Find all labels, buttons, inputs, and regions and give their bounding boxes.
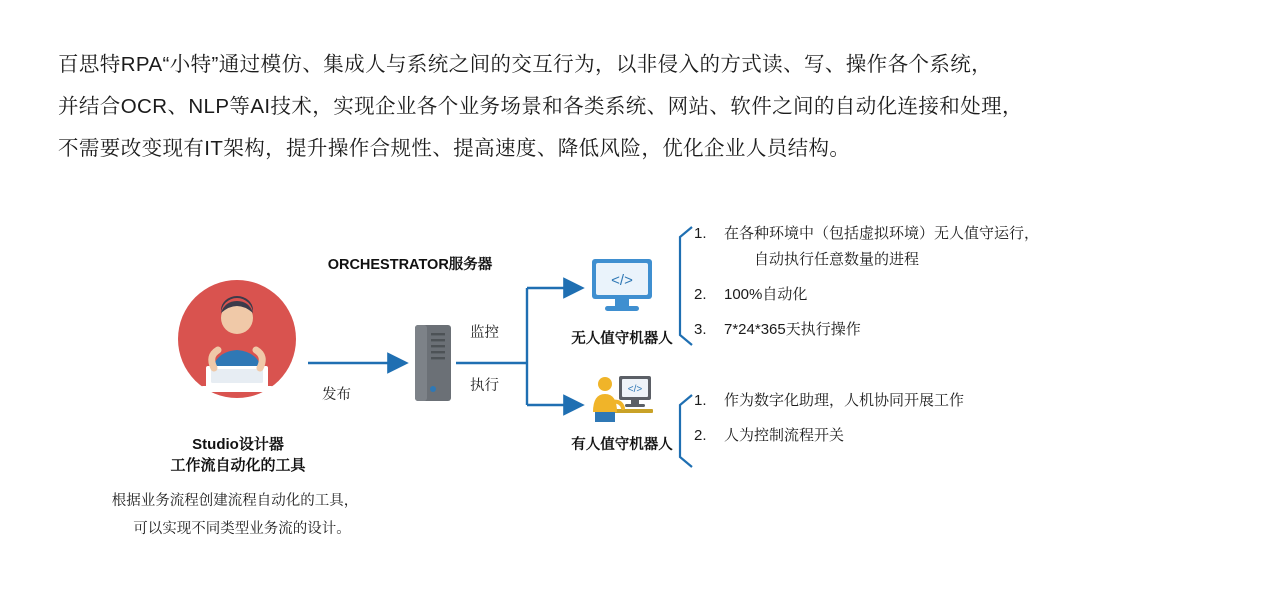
person-at-computer-icon bbox=[589, 372, 655, 424]
intro-paragraph bbox=[58, 50, 1168, 176]
list-item bbox=[694, 317, 1039, 343]
intro-line-2: 并结合OCR、NLP等AI技术，实现企业各个业务场景和各类系统、网站、软件之间的自动化连接和处理， bbox=[58, 95, 1023, 118]
studio-subtitle: 工作流自动化的工具 bbox=[170, 457, 306, 474]
attended-robot-title: 有人值守机器人 bbox=[571, 437, 673, 453]
list-item bbox=[694, 221, 1039, 273]
edge-label-monitor: 监控 bbox=[470, 325, 499, 341]
unattended-bullet-list bbox=[694, 221, 1039, 352]
bullet-number: 3. bbox=[694, 321, 707, 338]
svg-text:</>: </> bbox=[611, 272, 633, 289]
bullet-text: 7*24*365天执行操作 bbox=[724, 321, 861, 338]
studio-description-line-2: 可以实现不同类型业务流的设计。 bbox=[133, 521, 351, 537]
bullet-number: 1. bbox=[694, 392, 707, 409]
orchestrator-title: ORCHESTRATOR服务器 bbox=[327, 257, 493, 273]
bullet-number: 2. bbox=[694, 427, 707, 444]
bullet-number: 1. bbox=[694, 225, 707, 242]
list-item bbox=[694, 282, 1039, 308]
server-rack-icon bbox=[413, 323, 453, 403]
svg-text:</>: </> bbox=[627, 384, 643, 395]
monitor-code-icon bbox=[589, 257, 655, 315]
edge-label-publish: 发布 bbox=[322, 387, 351, 403]
bullet-number: 2. bbox=[694, 286, 707, 303]
studio-title: Studio设计器 bbox=[192, 436, 284, 453]
studio-description bbox=[60, 487, 410, 543]
bullet-text: 100%自动化 bbox=[724, 286, 808, 303]
list-item bbox=[694, 388, 964, 414]
rpa-architecture-diagram bbox=[0, 205, 1280, 575]
bullet-text-line-2: 自动执行任意数量的进程 bbox=[754, 251, 920, 268]
studio-description-line-1: 根据业务流程创建流程自动化的工具， bbox=[111, 493, 359, 509]
person-laptop-avatar-icon bbox=[178, 280, 296, 398]
intro-line-1: 百思特RPA“小特”通过模仿、集成人与系统之间的交互行为，以非侵入的方式读、写、操作各个系统， bbox=[58, 53, 993, 76]
bullet-text: 人为控制流程开关 bbox=[724, 427, 845, 444]
edge-label-execute: 执行 bbox=[470, 378, 499, 394]
attended-bullet-list bbox=[694, 388, 964, 458]
list-item bbox=[694, 423, 964, 449]
bullet-text-line-1: 在各种环境中（包括虚拟环境）无人值守运行， bbox=[724, 225, 1040, 242]
bullet-text: 作为数字化助理，人机协同开展工作 bbox=[724, 392, 965, 409]
intro-line-3: 不需要改变现有IT架构，提升操作合规性、提高速度、降低风险，优化企业人员结构。 bbox=[58, 137, 851, 160]
bullet-text bbox=[724, 221, 1039, 273]
unattended-robot-title: 无人值守机器人 bbox=[571, 331, 673, 347]
